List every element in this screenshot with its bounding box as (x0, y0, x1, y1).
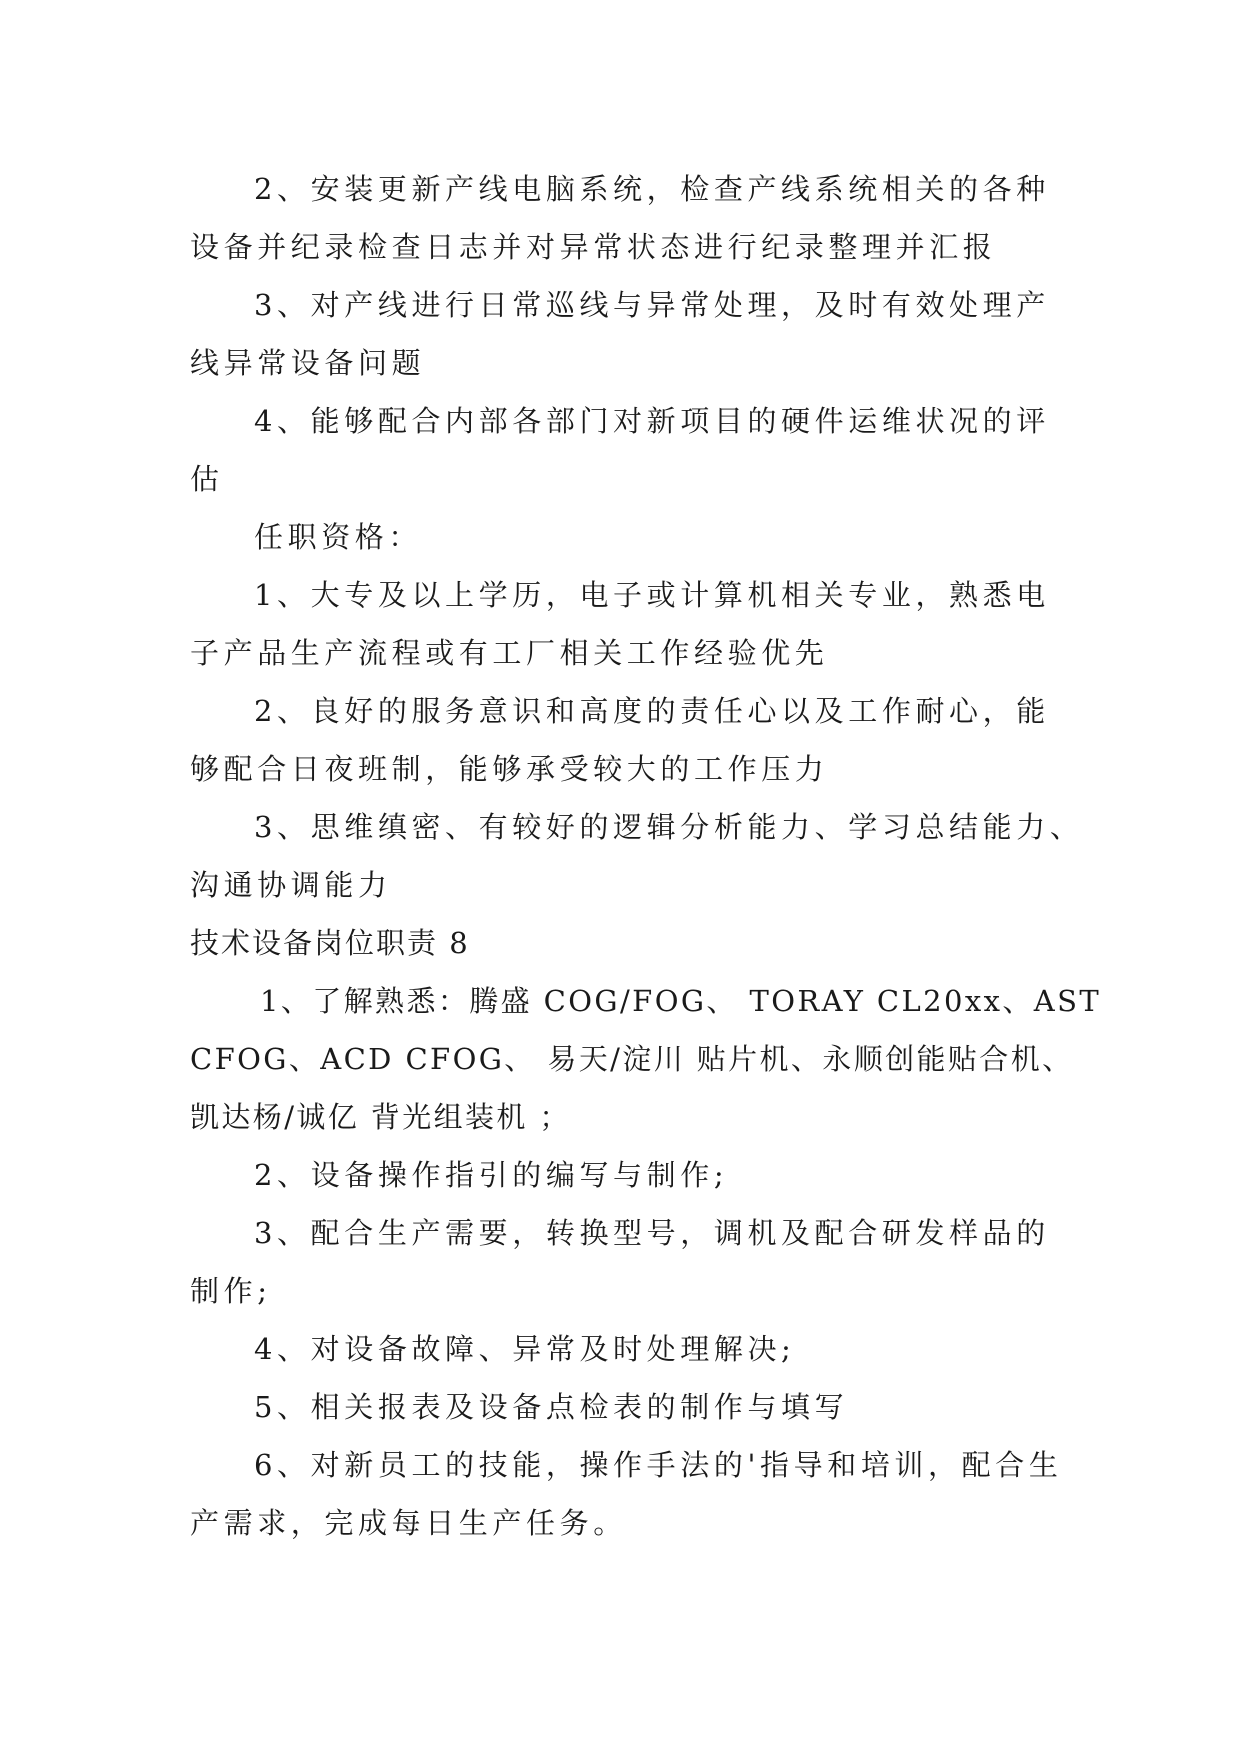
paragraph-thinking (190, 798, 1084, 914)
paragraph-training (190, 1436, 1063, 1552)
text-line: 1、大专及以上学历，电子或计算机相关专业，熟悉电 (254, 578, 1050, 612)
text-line: 够配合日夜班制，能够承受较大的工作压力 (190, 752, 829, 786)
text-line: 3、对产线进行日常巡线与异常处理，及时有效处理产 (254, 288, 1050, 322)
section-heading: 技术设备岗位职责 8 (190, 926, 470, 960)
text-line: 线异常设备问题 (190, 346, 426, 380)
text-line: 任职资格： (254, 520, 423, 554)
paragraph-education (190, 566, 1050, 682)
qualifications-heading (190, 508, 1050, 566)
text-line: 2、良好的服务意识和高度的责任心以及工作耐心，能 (254, 694, 1050, 728)
document-body (190, 160, 1102, 1552)
text-line: 6、对新员工的技能，操作手法的'指导和培训，配合生 (254, 1448, 1063, 1482)
text-line: 2、安装更新产线电脑系统，检查产线系统相关的各种 (254, 172, 1050, 206)
text-line: 沟通协调能力 (190, 868, 392, 902)
paragraph-production-support (190, 1204, 1050, 1320)
text-line: 3、思维缜密、有较好的逻辑分析能力、学习总结能力、 (254, 810, 1084, 844)
text-line: 2、设备操作指引的编写与制作; (254, 1158, 729, 1192)
text-line: 5、相关报表及设备点检表的制作与填写 (254, 1390, 849, 1424)
paragraph-operation-guide (190, 1146, 1050, 1204)
paragraph-familiar-equipment (190, 972, 1102, 1146)
paragraph-fault-handling (190, 1320, 1050, 1378)
text-line: 4、能够配合内部各部门对新项目的硬件运维状况的评 (254, 404, 1050, 438)
text-line: 估 (190, 462, 224, 496)
text-line: CFOG、ACD CFOG、 易天/淀川 贴片机、永顺创能贴合机、 (190, 1042, 1074, 1076)
text-line: 凯达杨/诚亿 背光组装机 ； (190, 1100, 571, 1134)
paragraph-reports (190, 1378, 1050, 1436)
text-line: 4、对设备故障、异常及时处理解决; (254, 1332, 796, 1366)
text-line: 设备并纪录检查日志并对异常状态进行纪录整理并汇报 (190, 230, 997, 264)
text-line: 产需求，完成每日生产任务。 (190, 1506, 627, 1540)
paragraph-install-systems (190, 160, 1050, 276)
text-line: 制作; (190, 1274, 272, 1308)
text-line: 子产品生产流程或有工厂相关工作经验优先 (190, 636, 829, 670)
paragraph-line-inspection (190, 276, 1050, 392)
paragraph-service-attitude (190, 682, 1050, 798)
text-line: 3、配合生产需要，转换型号，调机及配合研发样品的 (254, 1216, 1050, 1250)
paragraph-cooperation (190, 392, 1050, 508)
text-line: 1、了解熟悉：腾盛 COG/FOG、 TORAY CL20xx、AST (260, 984, 1102, 1018)
